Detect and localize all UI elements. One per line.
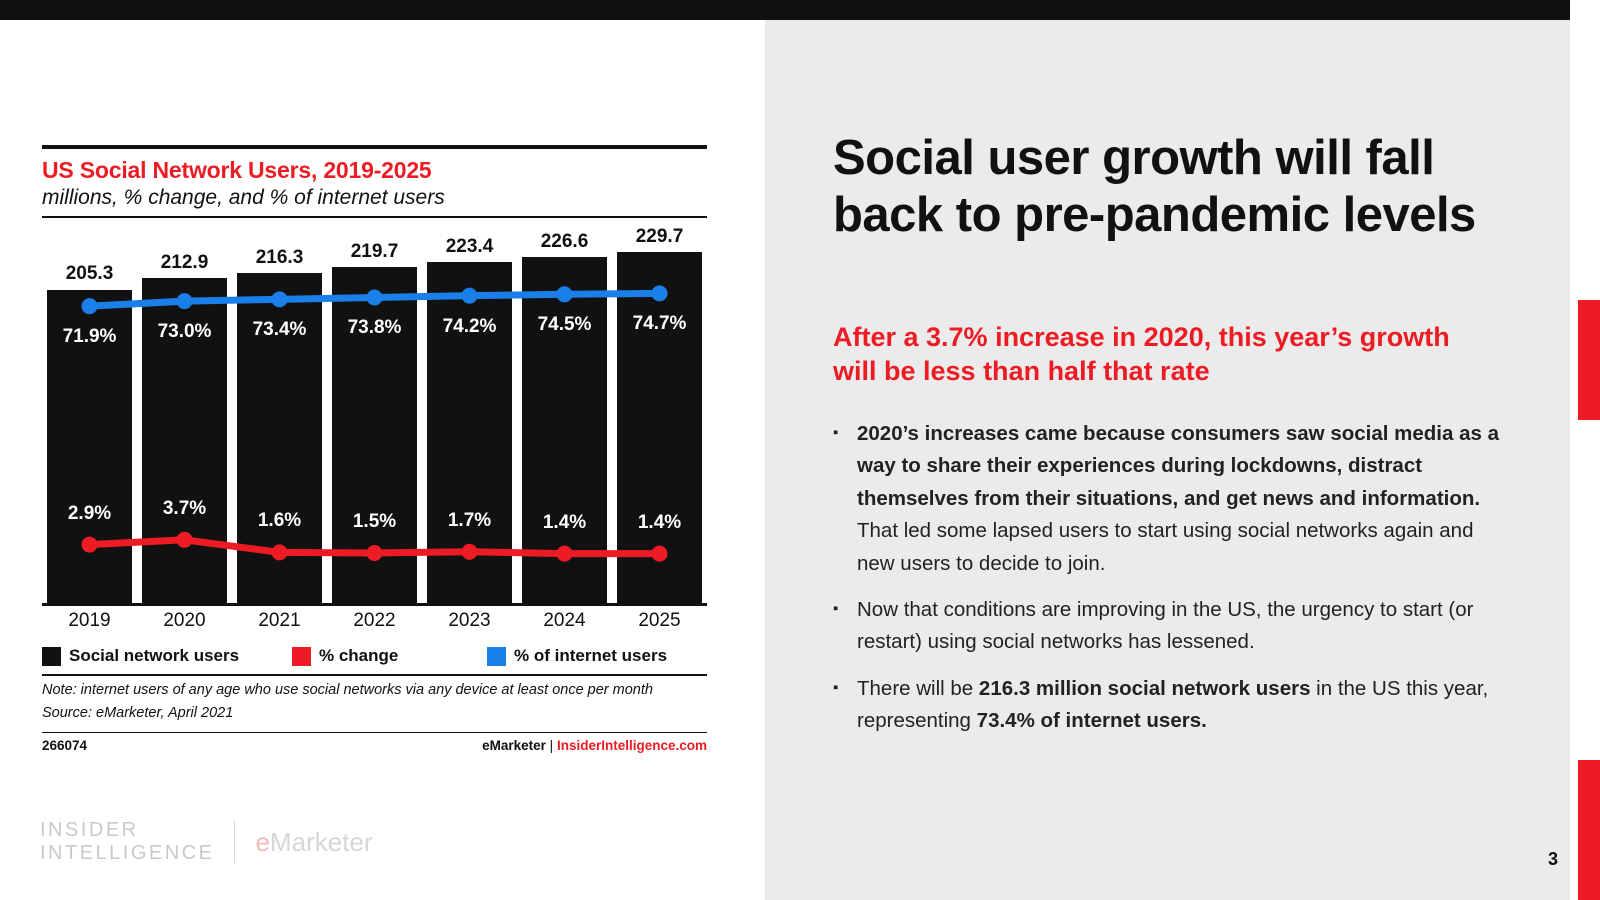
x-axis-label: 2025 — [638, 610, 681, 631]
bar-value-label: 229.7 — [635, 225, 684, 247]
line-marker — [177, 532, 193, 548]
x-axis-label: 2019 — [68, 610, 111, 631]
percent-change-label: 1.4% — [637, 511, 682, 533]
chart-note-rule — [42, 674, 707, 676]
percent-change-label: 3.7% — [162, 497, 207, 519]
bar-value-label: 223.4 — [445, 235, 494, 257]
line-marker — [367, 545, 383, 561]
line-series — [42, 236, 707, 606]
line-marker — [272, 291, 288, 307]
legend-item-internet — [487, 646, 667, 666]
bar-value-label: 205.3 — [65, 263, 114, 285]
internet-share-label: 73.4% — [252, 319, 307, 341]
chart-figure — [42, 145, 707, 758]
line-marker — [272, 544, 288, 560]
internet-share-label: 73.0% — [157, 321, 212, 343]
x-axis-label: 2023 — [448, 610, 491, 631]
logo-emarketer-e: e — [255, 826, 270, 857]
logo-emarketer-text — [255, 827, 372, 858]
chart-legend — [42, 646, 707, 666]
list-item — [833, 673, 1503, 738]
x-axis-label: 2022 — [353, 610, 396, 631]
percent-change-label: 1.6% — [257, 510, 302, 532]
line-marker — [462, 288, 478, 304]
line-marker — [652, 285, 668, 301]
bar-value-label: 212.9 — [160, 251, 209, 273]
percent-change-label: 1.7% — [447, 509, 492, 531]
internet-share-label: 74.7% — [632, 313, 687, 335]
chart-subtitle: millions, % change, and % of internet users — [42, 186, 445, 209]
percent-change-label: 2.9% — [67, 502, 112, 524]
chart-mid-rule — [42, 216, 707, 218]
x-axis-line — [42, 603, 707, 606]
bar-value-label: 216.3 — [255, 246, 304, 268]
logo-emarketer-rest: Marketer — [269, 826, 373, 857]
footer-site[interactable]: InsiderIntelligence.com — [556, 738, 707, 754]
list-item-text: 2020’s increases came because consumers saw social media as a way to share their experiences during lockdowns, distract themselves from their situations, and get news and information. That led some lapsed users to start using social networks again and new users to decide to join. — [857, 422, 1499, 575]
logo-insider-line1: INSIDER — [40, 819, 139, 841]
bullet-marker-icon: ▪ — [833, 678, 839, 696]
bar-value-label: 226.6 — [540, 230, 589, 252]
page-subtitle: After a 3.7% increase in 2020, this year’s growth will be less than half that rate — [833, 322, 1450, 387]
legend-label: % change — [319, 646, 399, 665]
bullet-list — [833, 418, 1503, 751]
logo-insider-line2: INTELLIGENCE — [40, 842, 215, 864]
logo-divider — [234, 821, 235, 863]
top-black-bar — [0, 0, 1600, 20]
line-marker — [177, 293, 193, 309]
internet-share-label: 73.8% — [347, 317, 402, 339]
x-axis-label: 2021 — [258, 610, 301, 631]
legend-swatch-icon — [292, 647, 311, 666]
footer-brand-name: eMarketer — [482, 738, 546, 754]
red-accent-tab-bottom — [1578, 760, 1600, 900]
legend-swatch-icon — [42, 647, 61, 666]
list-item — [833, 418, 1503, 580]
legend-swatch-icon — [487, 647, 506, 666]
line-marker — [82, 298, 98, 314]
chart-footer-brand — [482, 738, 707, 753]
page-number: 3 — [1547, 849, 1558, 869]
line-marker — [82, 537, 98, 553]
bullet-marker-icon: ▪ — [833, 424, 839, 441]
legend-item-bar — [42, 646, 292, 666]
list-item-text: Now that conditions are improving in the US, the urgency to start (or restart) using social networks has lessened. — [857, 597, 1474, 654]
line-marker — [652, 546, 668, 562]
x-axis-labels — [42, 610, 707, 640]
list-item-text: There will be 216.3 million social network users in the US this year, representing 73.4% of internet users. — [857, 676, 1489, 732]
legend-label: % of internet users — [514, 646, 668, 665]
red-accent-tab-top — [1578, 300, 1600, 420]
legend-label: Social network users — [69, 646, 240, 665]
line-marker — [367, 289, 383, 305]
x-axis-label: 2020 — [163, 610, 206, 631]
chart-id: 266074 — [42, 738, 88, 754]
chart-source: Source: eMarketer, April 2021 — [42, 705, 234, 722]
internet-share-label: 71.9% — [62, 326, 117, 348]
insider-intelligence-logo — [40, 819, 373, 865]
chart-plot-area — [42, 225, 707, 606]
list-item — [833, 594, 1503, 659]
percent-change-label: 1.5% — [352, 511, 397, 532]
page-title: Social user growth will fall back to pre-pandemic levels — [833, 131, 1476, 242]
chart-note: Note: internet users of any age who use social networks via any device at least once per month — [42, 682, 653, 698]
internet-share-label: 74.5% — [537, 314, 592, 336]
line-marker — [557, 546, 573, 562]
x-axis-label: 2024 — [543, 610, 586, 631]
chart-footer — [42, 732, 707, 758]
bar-value-label: 219.7 — [350, 241, 399, 263]
chart-title: US Social Network Users, 2019-2025 — [42, 157, 432, 183]
chart-top-rule — [42, 145, 707, 149]
internet-share-label: 74.2% — [442, 315, 497, 337]
percent-change-label: 1.4% — [542, 511, 587, 533]
legend-item-change — [292, 646, 487, 666]
line-marker — [557, 286, 573, 302]
footer-separator: | — [549, 738, 554, 754]
bullet-marker-icon: ▪ — [833, 599, 839, 617]
logo-insider-text — [40, 819, 214, 865]
line-marker — [462, 544, 478, 560]
